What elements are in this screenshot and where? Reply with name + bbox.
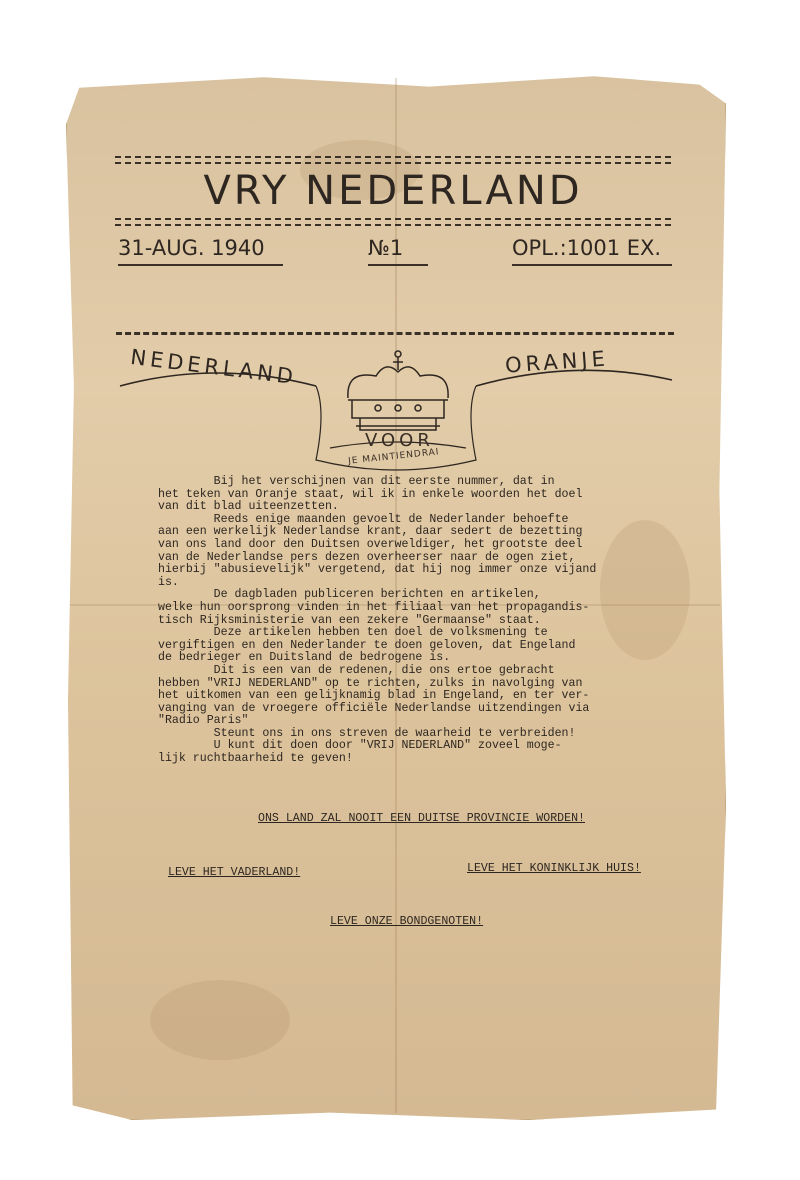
slogan-allies: LEVE ONZE BONDGENOTEN!	[330, 915, 484, 928]
slogan-fatherland: LEVE HET VADERLAND!	[168, 866, 301, 879]
print-run-text: OPL.:1001 EX.	[512, 236, 662, 260]
article-line: hebben "VRIJ NEDERLAND" op te richten, zulks in navolging van	[158, 676, 583, 690]
article-line: "Radio Paris"	[158, 714, 249, 728]
article-line: hierbij "abusievelijk" vergetend, dat hij nog immer onze vijand	[158, 563, 597, 577]
masthead-rule	[115, 218, 671, 220]
article-line: van ons land door den Duitsen overweldiger, het grootste deel	[158, 537, 583, 551]
issue-number	[368, 236, 428, 260]
article-line: aan een werkelijk Nederlandse krant, daar sedert de bezetting	[158, 525, 583, 539]
article-line: het teken van Oranje staat, wil ik in enkele woorden het doel	[158, 487, 583, 501]
article-line: Steunt ons in ons streven de waarheid te verbreiden!	[158, 726, 576, 740]
slogan-province: ONS LAND ZAL NOOIT EEN DUITSE PROVINCIE WORDEN!	[258, 812, 585, 825]
banner-center-text: VOOR	[365, 430, 434, 451]
article-line: welke hun oorsprong vinden in het filiaal van het propagandis-	[158, 600, 590, 614]
article-line: is.	[158, 575, 179, 589]
article-line: van de Nederlandse pers dezen overheerser naar de ogen ziet,	[158, 550, 576, 564]
article-line: van dit blad uiteenzetten.	[158, 500, 339, 514]
banner-right-text: ORANJE	[504, 346, 610, 378]
stain-mark	[150, 980, 290, 1060]
masthead-rule	[115, 224, 671, 226]
article-line: lijk ruchtbaarheid te geven!	[158, 752, 353, 766]
print-run	[512, 236, 672, 260]
issue-date-text: 31-AUG. 1940	[118, 236, 265, 260]
masthead-rule	[115, 156, 671, 158]
article-line: Bij het verschijnen van dit eerste nummer, dat in	[158, 475, 555, 488]
article-line: U kunt dit doen door "VRIJ NEDERLAND" zoveel moge-	[158, 739, 562, 753]
article-line: vanging van de vroegere officiële Nederlandse uitzendingen via	[158, 701, 590, 715]
masthead-rule	[115, 162, 671, 164]
masthead-title: VRY NEDERLAND	[203, 168, 583, 214]
issue-date	[118, 236, 283, 260]
issue-number-text: №1	[368, 236, 404, 260]
header-divider	[116, 332, 674, 335]
article-line: vergiftigen en den Nederlander te doen geloven, dat Engeland	[158, 638, 576, 652]
article-line: de bedrieger en Duitsland de bedrogene is.	[158, 651, 451, 665]
article-line: Dit is een van de redenen, die ons ertoe gebracht	[158, 663, 555, 677]
motto-ribbon-text: JE MAINTIENDRAI	[347, 447, 440, 467]
article-line: Deze artikelen hebben ten doel de volksmening te	[158, 626, 548, 640]
article-line: De dagbladen publiceren berichten en artikelen,	[158, 588, 541, 602]
article-line: het uitkomen van een gelijknamig blad in Engeland, en ter ver-	[158, 689, 590, 703]
article-line: tisch Rijksministerie van een zekere "Germaanse" staat.	[158, 613, 541, 627]
article-body	[158, 476, 658, 766]
article-line: Reeds enige maanden gevoelt de Nederlander behoefte	[158, 512, 569, 526]
masthead	[115, 156, 671, 226]
slogan-royal-house: LEVE HET KONINKLIJK HUIS!	[467, 862, 641, 875]
crown-icon	[348, 351, 448, 430]
banner-left-text: NEDERLAND	[129, 344, 299, 390]
